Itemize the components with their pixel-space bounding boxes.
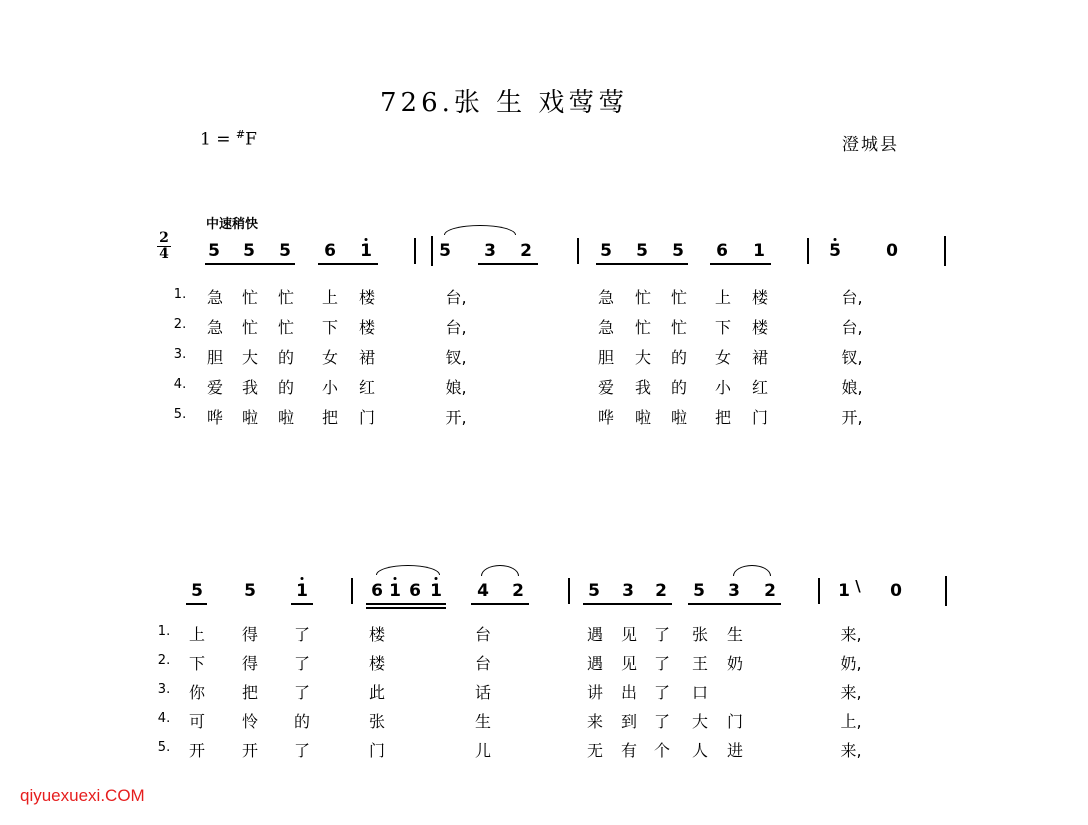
note: 0 [890, 581, 902, 601]
lyric-word: 裙 [358, 348, 376, 367]
eighth-underline [291, 603, 313, 605]
lyric-word: 大 [634, 348, 652, 367]
lyric-word: 台 [474, 625, 492, 644]
verse-number: 4. [157, 711, 171, 726]
lyric-word: 到 [620, 712, 638, 731]
eighth-underline [366, 603, 446, 605]
lyric-word: 得 [241, 625, 259, 644]
lyric-line [0, 651, 1088, 681]
lyric-line [0, 738, 1088, 768]
verse-number: 5. [173, 407, 187, 422]
lyric-word: 王 [691, 654, 709, 673]
lyric-word: 开 [241, 741, 259, 760]
lyric-word: 娘, [841, 378, 863, 397]
verse-number: 5. [157, 740, 171, 755]
lyric-word: 此 [368, 683, 386, 702]
lyric-word: 开, [445, 408, 467, 427]
note: 3 [484, 241, 496, 261]
lyric-word: 台, [841, 318, 863, 337]
verse-number: 1. [173, 287, 187, 302]
note: 1 [360, 241, 372, 261]
eighth-underline [688, 603, 781, 605]
lyric-word: 有 [620, 741, 638, 760]
lyric-word: 门 [368, 741, 386, 760]
lyric-word: 台 [474, 654, 492, 673]
lyric-word: 台, [841, 288, 863, 307]
lyric-word: 台, [445, 318, 467, 337]
high-octave-dot [365, 238, 368, 241]
lyric-line [0, 375, 1088, 405]
note: 5 [829, 241, 841, 261]
lyric-word: 小 [714, 378, 732, 397]
barline [414, 238, 416, 264]
lyric-word: 下 [321, 318, 339, 337]
lyric-word: 女 [714, 348, 732, 367]
verse-number: 3. [173, 347, 187, 362]
lyric-line [0, 315, 1088, 345]
note: 1 [389, 581, 401, 601]
note: 5 [244, 581, 256, 601]
eighth-underline [478, 263, 538, 265]
lyric-word: 哗 [206, 408, 224, 427]
note: 5 [600, 241, 612, 261]
note: 6 [716, 241, 728, 261]
note: 5 [439, 241, 451, 261]
note: 5 [672, 241, 684, 261]
lyric-word: 出 [620, 683, 638, 702]
lyric-word: 娘, [445, 378, 467, 397]
lyric-word: 生 [726, 625, 744, 644]
lyric-line [0, 680, 1088, 710]
lyric-word: 的 [277, 378, 295, 397]
lyric-line [0, 622, 1088, 652]
lyric-word: 钗, [445, 348, 467, 367]
note: 5 [208, 241, 220, 261]
lyric-word: 我 [634, 378, 652, 397]
note: 5 [279, 241, 291, 261]
staff-system-1 [0, 236, 1088, 276]
lyric-word: 忙 [241, 318, 259, 337]
eighth-underline [596, 263, 688, 265]
lyric-word: 忙 [670, 288, 688, 307]
lyric-word: 了 [653, 625, 671, 644]
lyric-word: 进 [726, 741, 744, 760]
lyric-word: 女 [321, 348, 339, 367]
note: 1 [296, 581, 308, 601]
lyric-word: 的 [670, 378, 688, 397]
eighth-underline [471, 603, 529, 605]
slur [376, 565, 440, 575]
barline [431, 236, 433, 266]
lyric-word: 胆 [597, 348, 615, 367]
lyric-line [0, 709, 1088, 739]
lyric-word: 来, [840, 683, 862, 702]
note: 0 [886, 241, 898, 261]
lyric-word: 见 [620, 625, 638, 644]
lyric-word: 话 [474, 683, 492, 702]
lyric-word: 哗 [597, 408, 615, 427]
note: 3 [622, 581, 634, 601]
lyric-line [0, 405, 1088, 435]
lyric-word: 上 [321, 288, 339, 307]
lyric-word: 奶, [840, 654, 862, 673]
end-barline [944, 236, 946, 266]
lyric-word: 楼 [358, 288, 376, 307]
note: 5 [243, 241, 255, 261]
watermark: qiyuexuexi.COM [20, 786, 145, 805]
lyric-word: 把 [714, 408, 732, 427]
lyric-word: 了 [293, 654, 311, 673]
high-octave-dot [435, 577, 438, 580]
lyric-word: 门 [358, 408, 376, 427]
lyric-word: 小 [321, 378, 339, 397]
barline [818, 578, 820, 604]
note: 1 [838, 581, 850, 601]
lyric-word: 人 [691, 741, 709, 760]
barline [568, 578, 570, 604]
eighth-underline [583, 603, 672, 605]
lyric-word: 爱 [206, 378, 224, 397]
note: 5 [588, 581, 600, 601]
lyric-word: 了 [293, 683, 311, 702]
lyric-word: 你 [188, 683, 206, 702]
note: 1 [753, 241, 765, 261]
slur [481, 565, 519, 576]
lyric-word: 啦 [277, 408, 295, 427]
lyric-word: 开 [188, 741, 206, 760]
note: 6 [371, 581, 383, 601]
lyric-word: 了 [653, 683, 671, 702]
lyric-word: 了 [293, 625, 311, 644]
note: 3 [728, 581, 740, 601]
lyric-word: 忙 [634, 318, 652, 337]
note: 4 [477, 581, 489, 601]
lyric-word: 开, [841, 408, 863, 427]
note: 5 [636, 241, 648, 261]
lyric-word: 下 [714, 318, 732, 337]
verse-number: 1. [157, 624, 171, 639]
verse-number: 3. [157, 682, 171, 697]
lyric-word: 个 [653, 741, 671, 760]
barline [577, 238, 579, 264]
high-octave-dot [394, 577, 397, 580]
region-label: 澄城县 [842, 135, 899, 155]
lyric-word: 楼 [358, 318, 376, 337]
time-signature: 2 4 [157, 231, 171, 262]
lyric-word: 忙 [277, 288, 295, 307]
lyric-word: 楼 [368, 654, 386, 673]
lyric-word: 楼 [751, 288, 769, 307]
lyric-word: 啦 [241, 408, 259, 427]
lyric-word: 可 [188, 712, 206, 731]
lyric-word: 得 [241, 654, 259, 673]
note: 1 [430, 581, 442, 601]
lyric-word: 啦 [670, 408, 688, 427]
note: 2 [764, 581, 776, 601]
lyric-word: 急 [206, 288, 224, 307]
lyric-word: 大 [691, 712, 709, 731]
lyric-word: 楼 [368, 625, 386, 644]
lyric-word: 裙 [751, 348, 769, 367]
barline [351, 578, 353, 604]
lyric-word: 忙 [241, 288, 259, 307]
lyric-word: 忙 [634, 288, 652, 307]
lyric-word: 爱 [597, 378, 615, 397]
song-title: 726.张 生 戏莺莺 [380, 88, 629, 118]
lyric-word: 急 [597, 318, 615, 337]
note: 2 [520, 241, 532, 261]
slur [444, 225, 516, 235]
barline [807, 238, 809, 264]
tempo-marking: 中速稍快 [206, 217, 259, 232]
note: 5 [693, 581, 705, 601]
lyric-word: 生 [474, 712, 492, 731]
verse-number: 2. [157, 653, 171, 668]
lyric-word: 奶 [726, 654, 744, 673]
eighth-underline [318, 263, 378, 265]
slur [733, 565, 771, 576]
lyric-word: 门 [751, 408, 769, 427]
end-barline [945, 576, 947, 606]
lyric-line [0, 285, 1088, 315]
lyric-word: 张 [691, 625, 709, 644]
lyric-word: 口 [691, 683, 709, 702]
lyric-word: 忙 [277, 318, 295, 337]
lyric-word: 怜 [241, 712, 259, 731]
lyric-word: 钗, [841, 348, 863, 367]
lyric-word: 的 [293, 712, 311, 731]
verse-number: 4. [173, 377, 187, 392]
lyric-word: 遇 [586, 625, 604, 644]
lyric-word: 把 [321, 408, 339, 427]
lyric-word: 急 [597, 288, 615, 307]
lyric-word: 楼 [751, 318, 769, 337]
lyric-word: 把 [241, 683, 259, 702]
note: 2 [512, 581, 524, 601]
lyric-word: 急 [206, 318, 224, 337]
high-octave-dot [301, 577, 304, 580]
lyric-word: 上 [188, 625, 206, 644]
lyric-word: 下 [188, 654, 206, 673]
eighth-underline [205, 263, 295, 265]
note: 2 [655, 581, 667, 601]
note: 6 [409, 581, 421, 601]
lyric-word: 遇 [586, 654, 604, 673]
lyric-word: 红 [358, 378, 376, 397]
lyric-word: 忙 [670, 318, 688, 337]
lyric-word: 红 [751, 378, 769, 397]
eighth-underline [186, 603, 207, 605]
lyric-word: 来, [840, 625, 862, 644]
high-octave-dot [834, 238, 837, 241]
lyric-word: 上, [840, 712, 862, 731]
breath-mark: \ [855, 577, 861, 595]
lyric-word: 门 [726, 712, 744, 731]
note: 5 [191, 581, 203, 601]
lyric-word: 来, [840, 741, 862, 760]
note: 6 [324, 241, 336, 261]
lyric-word: 的 [277, 348, 295, 367]
lyric-word: 上 [714, 288, 732, 307]
sixteenth-underline [366, 607, 446, 609]
key-signature: 1 = #F [200, 128, 257, 150]
lyric-word: 了 [653, 712, 671, 731]
lyric-word: 讲 [586, 683, 604, 702]
lyric-word: 了 [653, 654, 671, 673]
lyric-word: 大 [241, 348, 259, 367]
lyric-line [0, 345, 1088, 375]
lyric-word: 来 [586, 712, 604, 731]
eighth-underline [710, 263, 771, 265]
lyric-word: 见 [620, 654, 638, 673]
lyric-word: 儿 [474, 741, 492, 760]
lyric-word: 张 [368, 712, 386, 731]
staff-system-2 [0, 576, 1088, 616]
lyric-word: 我 [241, 378, 259, 397]
lyric-word: 的 [670, 348, 688, 367]
lyric-word: 了 [293, 741, 311, 760]
lyric-word: 台, [445, 288, 467, 307]
lyric-word: 无 [586, 741, 604, 760]
lyric-word: 胆 [206, 348, 224, 367]
lyric-word: 啦 [634, 408, 652, 427]
verse-number: 2. [173, 317, 187, 332]
